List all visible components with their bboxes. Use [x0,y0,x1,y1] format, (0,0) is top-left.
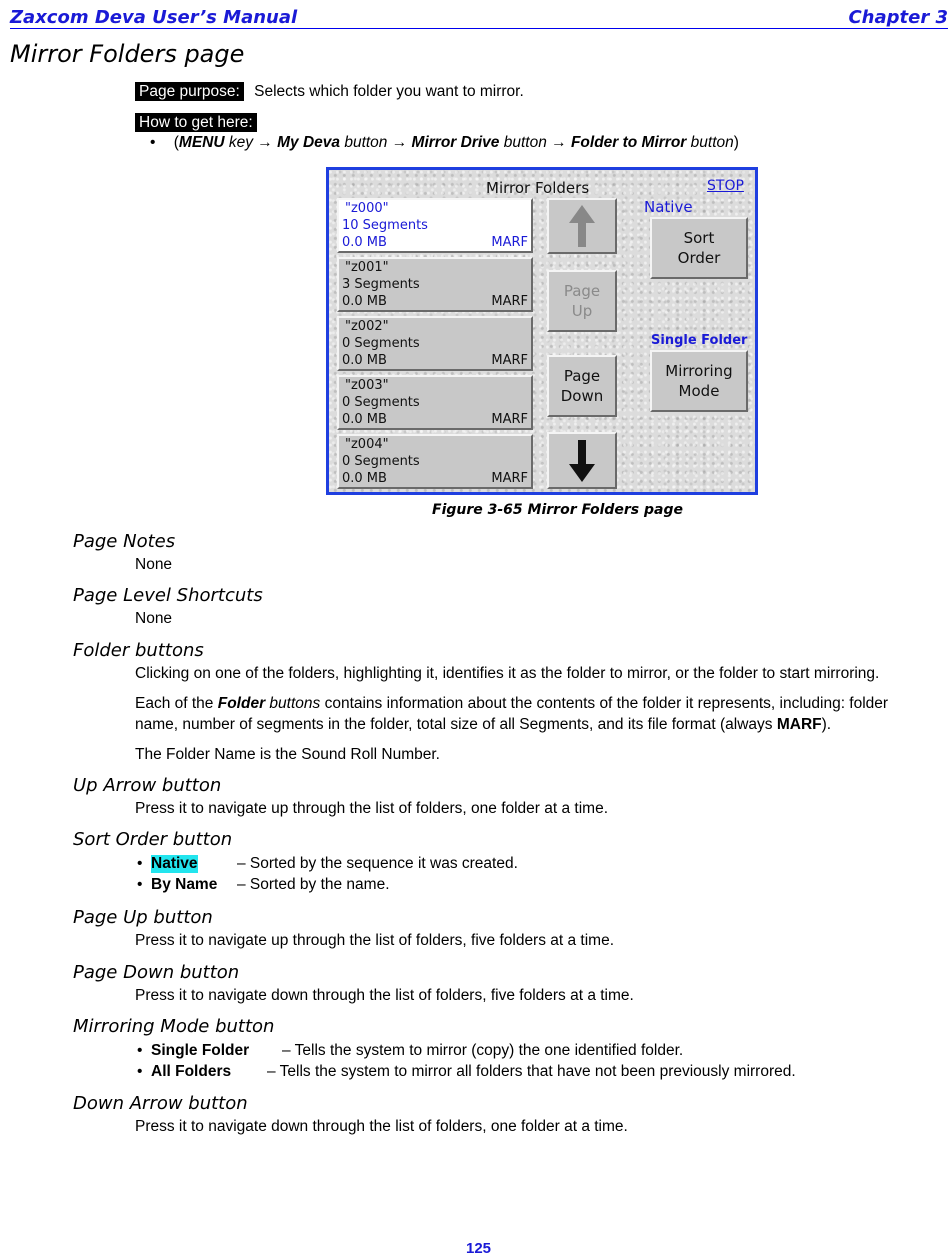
mirroring-mode-button[interactable] [650,350,748,412]
folder-format: MARF [491,412,528,427]
sort-order-label-line1: Sort [683,229,715,247]
mirroring-item-single [137,1042,684,1060]
folder-size: 0.0 MB [342,294,387,309]
page-purpose-label: Page purpose: [135,82,244,101]
page-up-label-line1: Page [563,282,601,300]
navigation-path [150,134,739,152]
page-down-label-line1: Page [563,367,601,385]
p2-folder-term: Folder [217,695,266,712]
folder-size: 0.0 MB [342,353,387,368]
folder-name: "z003" [345,378,389,393]
bullet: • [137,855,143,872]
p2-text-d: contains information about the contents of the folder it represents, including: folder [320,695,889,712]
bullet: • [137,1042,143,1059]
folder-segments: 3 Segments [342,277,420,292]
button-word: button [499,134,552,151]
up-arrow-text: Press it to navigate up through the list of folders, one folder at a time. [135,800,609,817]
folder-size: 0.0 MB [342,412,387,427]
paren-open: ( [173,134,179,151]
right-arrow-icon: → [257,134,273,151]
page-down-label-line2: Down [560,387,604,405]
how-to-get-here [135,114,257,132]
folder-format: MARF [491,471,528,486]
mirror-drive-button-ref: Mirror Drive [411,134,500,151]
folder-button-z004[interactable] [337,434,533,489]
folder-buttons-p3: The Folder Name is the Sound Roll Number. [135,746,440,763]
sort-order-item-by-name [137,876,390,894]
sort-order-heading: Sort Order button [73,829,233,850]
down-arrow-icon [567,438,597,484]
by-name-desc: – Sorted by the name. [237,876,390,893]
page-up-button[interactable] [547,270,617,332]
page-header [10,6,948,29]
folder-segments: 0 Segments [342,454,420,469]
up-arrow-icon [567,203,597,249]
by-name-term: By Name [151,876,218,893]
bullet: • [137,1063,143,1080]
p2-text-g: ). [821,716,832,733]
folder-name: "z001" [345,260,389,275]
folder-segments: 0 Segments [342,336,420,351]
paren-close: ) [733,134,739,151]
mirroring-mode-label-line1: Mirroring [665,362,733,380]
folder-to-mirror-button-ref: Folder to Mirror [570,134,687,151]
page-number: 125 [466,1240,492,1257]
down-arrow-heading: Down Arrow button [73,1093,248,1114]
bullet: • [150,134,156,151]
page-down-text: Press it to navigate down through the list of folders, five folders at a time. [135,987,634,1004]
folder-button-z000[interactable] [337,198,533,253]
down-arrow-button[interactable] [547,432,617,489]
manual-title: Zaxcom Deva User’s Manual [10,7,298,28]
mirroring-mode-status: Single Folder [651,333,748,348]
folder-button-z002[interactable] [337,316,533,371]
page-up-label-line2: Up [571,302,593,320]
p2-text-a: Each of the [135,695,218,712]
right-arrow-icon: → [391,134,408,151]
mirroring-mode-heading: Mirroring Mode button [73,1016,275,1037]
sort-order-status: Native [644,198,693,216]
right-arrow-icon: → [551,134,567,151]
menu-key: MENU [178,134,225,151]
figure-caption: Figure 3-65 Mirror Folders page [432,502,683,518]
folder-format: MARF [491,235,528,250]
up-arrow-heading: Up Arrow button [73,775,222,796]
mirroring-item-all [137,1063,796,1081]
page-purpose-text: Selects which folder you want to mirror. [254,83,524,100]
screen-title: Mirror Folders [486,179,590,197]
page-up-text: Press it to navigate up through the list of folders, five folders at a time. [135,932,615,949]
p2-marf: MARF [776,716,822,733]
folder-name: "z004" [345,437,389,452]
button-word: button [686,134,734,151]
folder-button-z003[interactable] [337,375,533,430]
folder-size: 0.0 MB [342,235,387,250]
folder-buttons-p2 [135,693,888,735]
stop-button[interactable]: STOP [707,178,744,194]
chapter-label: Chapter 3 [848,7,948,28]
how-to-label: How to get here: [135,113,257,132]
folder-size: 0.0 MB [342,471,387,486]
sort-order-item-native [137,855,518,873]
page-down-button[interactable] [547,355,617,417]
shortcuts-text: None [135,610,173,627]
folder-segments: 0 Segments [342,395,420,410]
page-title: Mirror Folders page [10,40,245,68]
page-purpose [135,83,524,101]
up-arrow-button[interactable] [547,198,617,254]
all-folders-term: All Folders [151,1063,232,1080]
page-notes-text: None [135,556,173,573]
sort-order-button[interactable] [650,217,748,279]
folder-format: MARF [491,294,528,309]
page-up-heading: Page Up button [73,907,213,928]
mirror-folders-screen [326,167,758,495]
page-down-heading: Page Down button [73,962,240,983]
my-deva-button-ref: My Deva [277,134,341,151]
folder-name: "z002" [345,319,389,334]
folder-name: "z000" [345,201,389,216]
folder-format: MARF [491,353,528,368]
folder-buttons-p1: Clicking on one of the folders, highlighting it, identifies it as the folder to mirror, or the folder to start mirroring. [135,665,880,682]
sort-order-label-line2: Order [677,249,721,267]
native-desc: – Sorted by the sequence it was created. [237,855,518,872]
page-notes-heading: Page Notes [73,531,176,552]
folder-button-z001[interactable] [337,257,533,312]
p2-buttons-term: buttons [265,695,321,712]
all-folders-desc: – Tells the system to mirror all folders that have not been previously mirrored. [267,1063,796,1080]
button-word: button [340,134,392,151]
folder-buttons-heading: Folder buttons [73,640,204,661]
p2-text-e: name, number of segments in the folder, total size of all Segments, and its file format (always [135,716,777,733]
down-arrow-text: Press it to navigate down through the list of folders, one folder at a time. [135,1118,628,1135]
shortcuts-heading: Page Level Shortcuts [73,585,263,606]
folder-segments: 10 Segments [342,218,428,233]
bullet: • [137,876,143,893]
native-term: Native [151,855,198,872]
single-folder-term: Single Folder [151,1042,250,1059]
mirroring-mode-label-line2: Mode [678,382,720,400]
key-word: key [224,134,258,151]
single-folder-desc: – Tells the system to mirror (copy) the one identified folder. [282,1042,684,1059]
